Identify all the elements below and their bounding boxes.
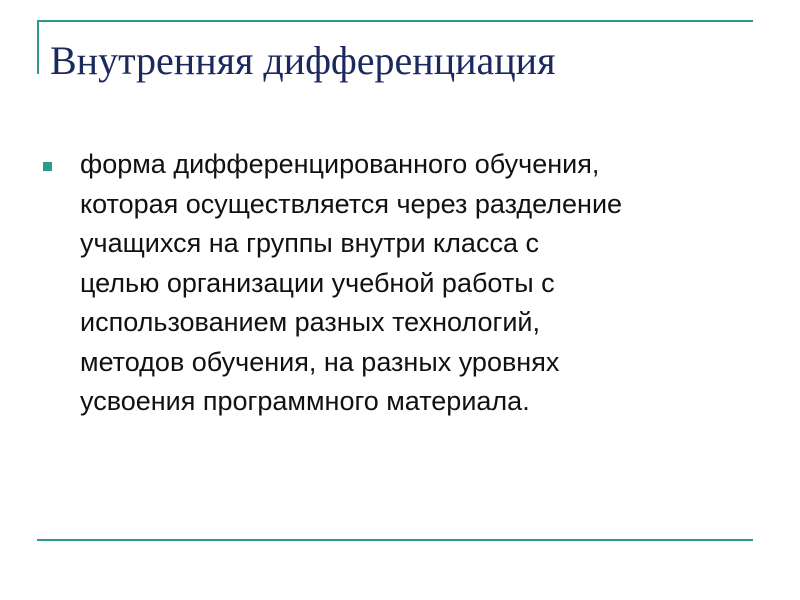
bullet-line: усвоения программного материала.	[80, 386, 530, 416]
bullet-item	[43, 145, 763, 422]
left-accent-line	[37, 20, 39, 74]
slide-title: Внутренняя дифференциация	[50, 38, 556, 83]
bullet-list	[43, 145, 763, 422]
bullet-line: целью организации учебной работы с	[80, 267, 555, 298]
bullet-line: учащихся на группы внутри класса с	[80, 228, 539, 258]
bullet-line: которая осуществляется через разделение	[80, 188, 623, 219]
bottom-accent-line	[37, 539, 753, 541]
bullet-line: форма дифференцированного обучения,	[80, 149, 600, 179]
top-accent-line	[37, 20, 753, 22]
bullet-line: методов обучения, на разных уровнях	[80, 346, 560, 377]
square-bullet-icon	[43, 162, 52, 171]
bullet-text	[80, 145, 763, 422]
bullet-line: использованием разных технологий,	[80, 307, 541, 337]
